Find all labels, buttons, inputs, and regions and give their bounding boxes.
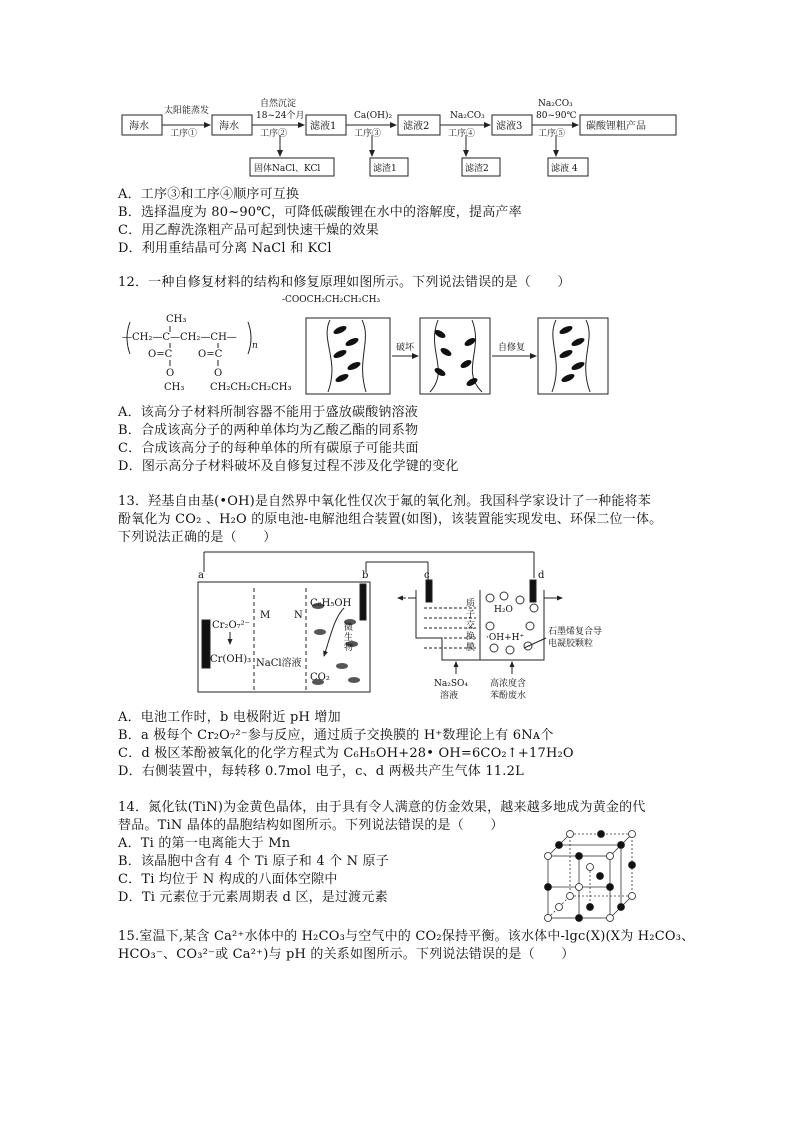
svg-text:O: O [214,368,223,379]
svg-text:O: O [166,368,175,379]
q15-stem-line1: 15.室温下,某含 Ca²⁺水体中的 H₂CO₃与空气中的 CO₂保持平衡。该水体中-lgc(X)(X为 H₂CO₃、 [118,929,695,944]
q13-stem-line3: 下列说法正确的是（ ） [118,530,277,545]
tin-unit-cell-diagram [540,826,640,924]
label-microbe-3: 物 [344,643,354,653]
svg-text:CH₃: CH₃ [164,382,185,393]
step-bottom-5: 工序⑤ [538,129,566,139]
q11-option-c: C．用乙醇洗涤粗产品可起到快速干燥的效果 [118,223,379,238]
label-graphene-1: 石墨烯复合导 [548,627,603,637]
label-a: a [198,570,204,581]
label-membrane-2: 子 [466,610,476,620]
q12-option-a: A．该高分子材料所制容器不能用于盛放碳酸钠溶液 [118,405,418,420]
box-seawater-1: 海水 [129,121,149,132]
svg-text:O=C: O=C [198,349,223,360]
q11-option-a: A．工序③和工序④顺序可互换 [118,187,300,202]
svg-text:—CH₂—C—CH₂—CH—: —CH₂—C—CH₂—CH— [122,332,237,343]
step-top-2b: 18~24个月 [256,111,305,121]
svg-text:O=C: O=C [148,349,173,360]
box-filtrate-1: 滤液1 [310,121,337,132]
step-top-2a: 自然沉淀 [260,99,297,109]
side-group-label: -COOCH₂CH₂CH₂CH₃ [282,295,381,305]
polymer-structure-formula [118,310,298,396]
step-top-5b: 80~90℃ [536,111,577,121]
step-top-5a: Na₂CO₃ [538,99,573,109]
q13-option-d: D．右侧装置中，每转移 0.7mol 电子，c、d 两极共产生气体 11.2L [118,764,524,779]
q13-stem-line2: 酚氧化为 CO₂ 、H₂O 的原电池-电解池组合装置(如图)，该装置能实现发电、环保二位一体。 [118,512,663,527]
label-h2o: H₂O [494,605,513,615]
self-repair-diagram [282,290,610,396]
label-waste-1: 高浓度含 [490,679,527,689]
box-filtrate-2: 滤液2 [403,121,430,132]
q14-option-b: B．该晶胞中含有 4 个 Ti 原子和 4 个 N 原子 [118,854,389,869]
q12-stem: 12．一种自修复材料的结构和修复原理如图所示。下列说法错误的是（ ） [118,275,571,290]
output-solid: 固体NaCl、KCl [254,164,321,174]
label-waste-2: 苯酚废水 [490,691,527,701]
label-membrane-1: 质 [466,599,476,609]
label-M: M [260,610,271,621]
process-flow-diagram [120,98,680,180]
label-croh3: Cr(OH)₃ [210,654,252,665]
q12-option-b: B．合成该高分子的两种单体均为乙酸乙酯的同系物 [118,423,419,438]
step-bottom-4: 工序④ [448,129,476,139]
label-b: b [362,570,369,581]
svg-text:CH₂CH₂CH₂CH₃: CH₂CH₂CH₂CH₃ [210,382,292,393]
step-top-1: 太阳能蒸发 [164,106,210,116]
label-graphene-2: 电凝胶颗粒 [548,639,594,649]
box-crude-product: 碳酸锂粗产品 [586,121,646,132]
q12-option-d: D．图示高分子材料破坏及自修复过程不涉及化学键的变化 [118,459,459,474]
output-residue-2: 滤渣2 [465,164,489,174]
label-membrane-3: 交 [466,621,476,631]
q13-option-b: B．a 极每个 Cr₂O₇²⁻参与反应，通过质子交换膜的 H⁺数理论上有 6Nᴀ个 [118,728,554,743]
cell-electrolysis-diagram [194,548,664,700]
q14-stem-line1: 14．氮化钛(TiN)为金黄色晶体，由于具有令人满意的仿金效果，越来越多地成为黄金的代 [118,800,646,815]
svg-text:n: n [252,341,258,351]
step-bottom-1: 工序① [170,129,198,139]
q14-option-a: A．Ti 的第一电离能大于 Mn [118,836,291,851]
label-oh-h: ·OH+H⁺ [486,633,525,643]
label-na2so4-b: 溶液 [440,691,459,701]
step-bottom-2: 工序② [260,129,288,139]
label-N: N [294,610,303,621]
label-membrane-5: 膜 [466,643,476,653]
label-membrane-4: 换 [466,632,476,642]
label-microbe-1: 微 [344,623,354,633]
step-bottom-3: 工序③ [354,129,382,139]
label-microbe-2: 生 [344,633,354,643]
q13-stem-line1: 13．羟基自由基(•OH)是自然界中氧化性仅次于氟的氧化剂。我国科学家设计了一种能将苯 [118,494,651,509]
break-label: 破坏 [396,343,415,353]
repair-label: 自修复 [498,343,526,353]
box-filtrate-3: 滤液3 [496,121,523,132]
label-na2so4-a: Na₂SO₄ [434,679,469,689]
q11-option-d: D．利用重结晶可分离 NaCl 和 KCl [118,241,332,256]
q14-option-c: C．Ti 均位于 N 构成的八面体空隙中 [118,872,338,887]
q14-stem-line2: 替品。TiN 晶体的晶胞结构如图所示。下列说法错误的是（ ） [118,818,504,833]
label-cr2o7: Cr₂O₇²⁻ [212,620,250,631]
label-phenol: C₆H₅OH [310,598,352,609]
q13-option-a: A．电池工作时，b 电极附近 pH 增加 [118,710,341,725]
q11-option-b: B．选择温度为 80~90℃，可降低碳酸锂在水中的溶解度，提高产率 [118,205,522,220]
q12-option-c: C．合成该高分子的每种单体的所有碳原子可能共面 [118,441,419,456]
label-nacl: NaCl溶液 [256,658,302,669]
q14-option-d: D．Ti 元素位于元素周期表 d 区，是过渡元素 [118,890,388,905]
label-co2: CO₂ [310,672,330,683]
q13-option-c: C．d 极区苯酚被氧化的化学方程式为 C₆H₅OH+28• OH=6CO₂↑+17H₂O [118,746,574,761]
label-c: c [424,570,430,581]
step-top-4: Na₂CO₃ [450,111,485,121]
step-top-3: Ca(OH)₂ [354,111,393,121]
output-filtrate-4: 滤液 4 [551,164,578,174]
output-residue-1: 滤渣1 [373,164,397,174]
svg-text:CH₃: CH₃ [166,314,187,325]
q15-stem-line2: HCO₃⁻、CO₃²⁻或 Ca²⁺)与 pH 的关系如图所示。下列说法错误的是（ ） [118,947,575,962]
box-seawater-2: 海水 [219,121,239,132]
label-d: d [538,570,545,581]
